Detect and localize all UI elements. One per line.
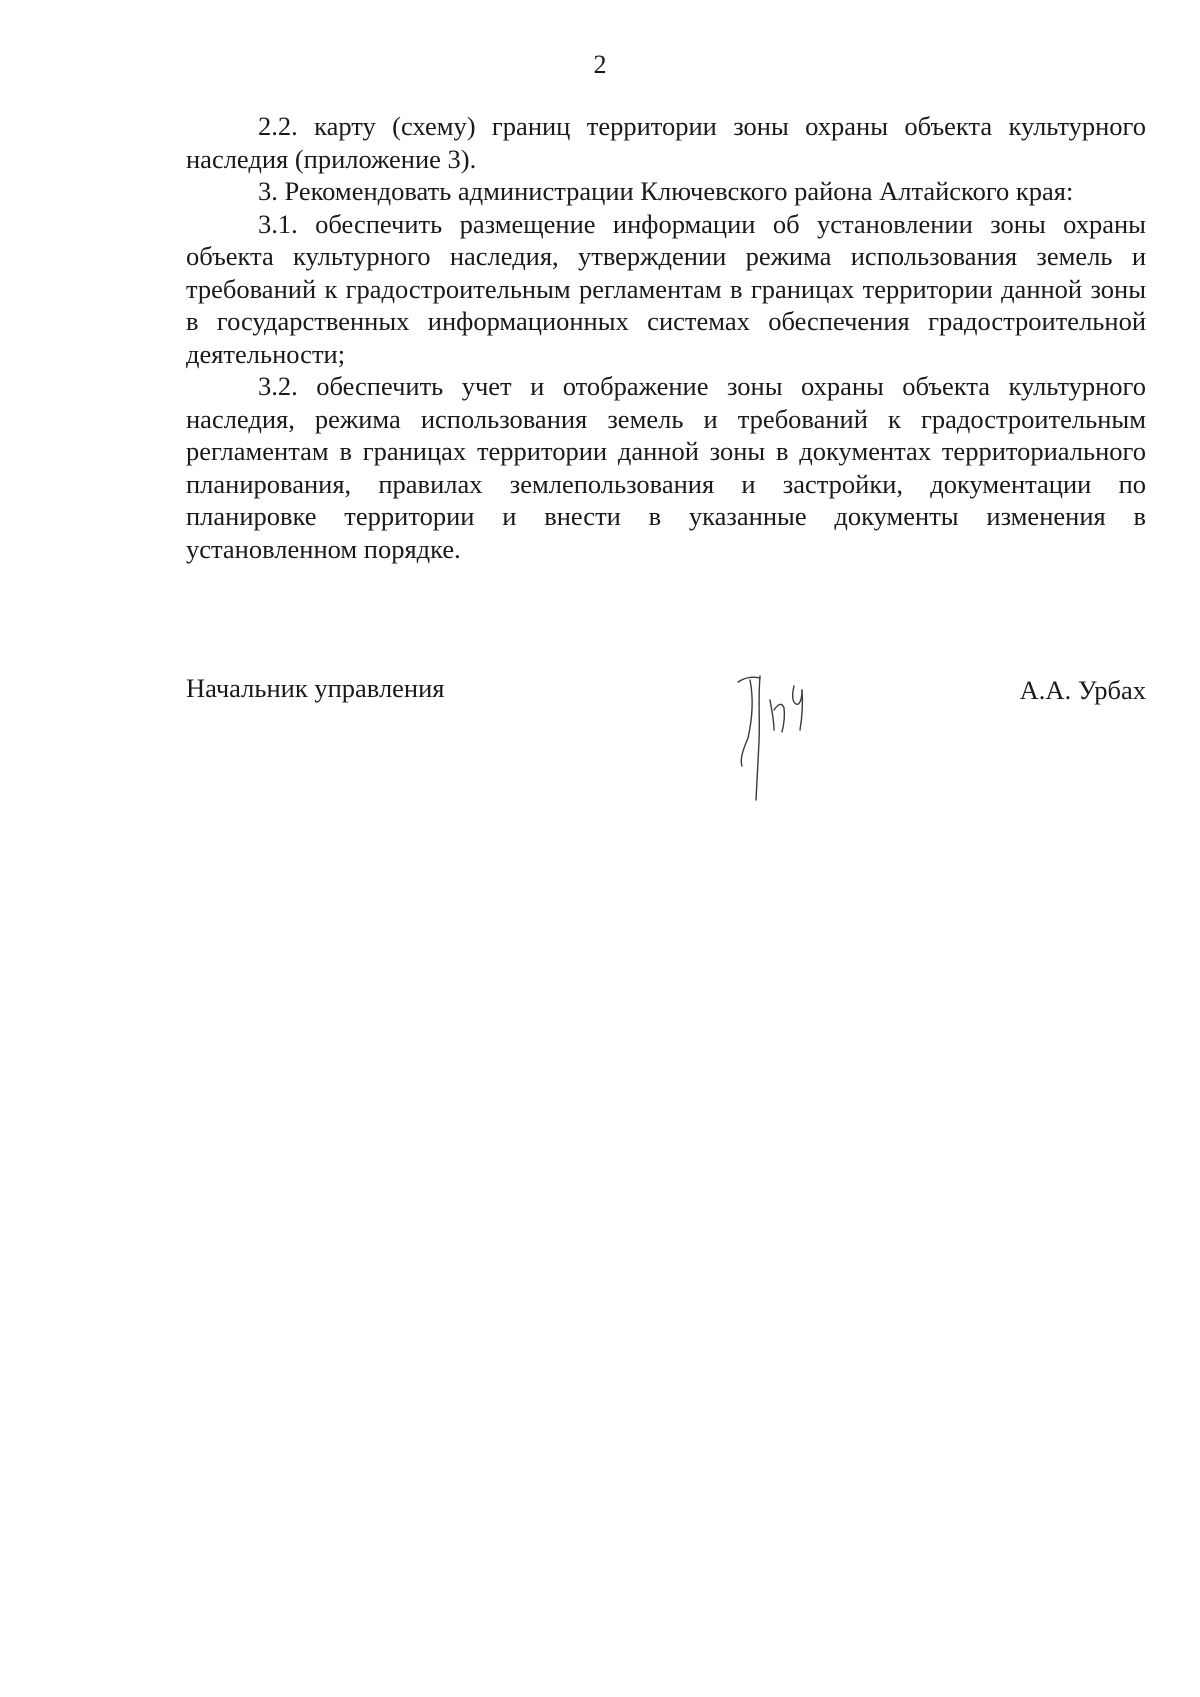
signature-block: [186, 660, 1146, 820]
paragraph-3-2: 3.2. обеспечить учет и отображение зоны охраны объекта культурного наследия, режима использования земель и требований к градостроительным регламентам в границах территории данной зоны в документах территориального планирования, правилах землепользования и застройки, документации по планировке территории и внести в указанные документы изменения в установленном порядке.: [186, 371, 1146, 564]
document-body: [186, 110, 1146, 565]
page-number: 2: [593, 50, 607, 79]
paragraph-3-1: 3.1. обеспечить размещение информации об установлении зоны охраны объекта культурного наследия, утверждении режима использования земель и требований к градостроительным регламентам в границах территории данной зоны в государственных информационных системах обеспечения градостроительной деятельности;: [186, 208, 1146, 369]
paragraph-3: 3. Рекомендовать администрации Ключевского района Алтайского края:: [258, 176, 1074, 206]
paragraph-2-2: 2.2. карту (схему) границ территории зоны охраны объекта культурного наследия (приложение 3).: [186, 111, 1146, 174]
signatory-name: А.А. Урбах: [1019, 675, 1146, 705]
handwritten-signature: [730, 660, 840, 810]
signatory-position: Начальник управления: [186, 673, 445, 703]
